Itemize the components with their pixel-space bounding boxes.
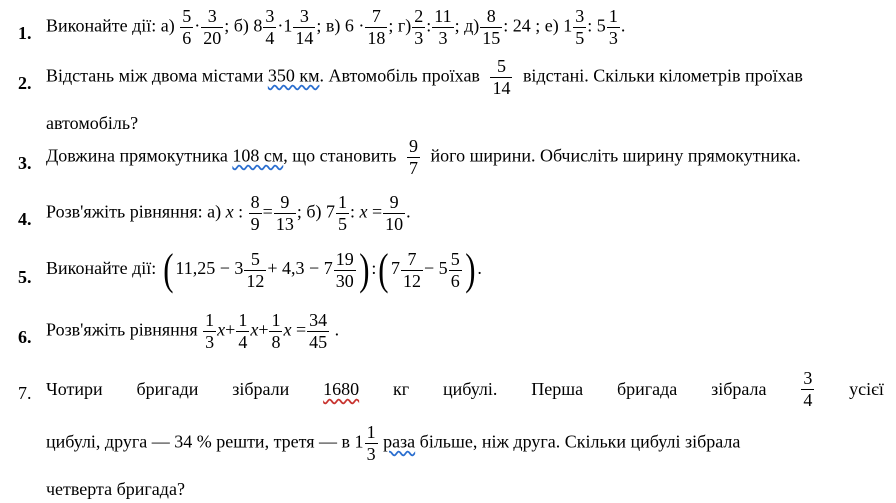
problem-number: 1. bbox=[18, 23, 32, 43]
text: : 24 ; е) 1 bbox=[503, 15, 573, 36]
fraction: $\frac{9}{7}$ bbox=[409, 136, 418, 178]
text: Довжина прямокутника bbox=[46, 145, 228, 166]
fraction: $\frac{7}{12}$ bbox=[403, 248, 422, 291]
text: четверта бригада? bbox=[46, 479, 185, 499]
text: Виконайте дії: а) bbox=[46, 15, 175, 36]
fraction: $\frac{8}{15}$ bbox=[482, 6, 501, 48]
fraction: $\frac{2}{3}$ bbox=[414, 6, 424, 48]
fraction: $\frac{19}{30}$ bbox=[335, 248, 354, 291]
fraction: $\frac{5}{6}$ bbox=[450, 248, 460, 291]
fraction: $\frac{3}{4}$ bbox=[265, 6, 275, 48]
text: ; д) bbox=[454, 15, 480, 36]
text: ; г) bbox=[388, 15, 412, 36]
fraction: $\frac{3}{14}$ bbox=[295, 6, 314, 48]
text: автомобіль? bbox=[46, 113, 139, 133]
fraction: $\frac{5}{14}$ bbox=[492, 56, 511, 98]
fraction: $\frac{1}{3}$ bbox=[608, 6, 618, 48]
fraction: $\frac{34}{45}$ bbox=[309, 310, 328, 352]
text: відстані. Скільки кілометрів проїхав bbox=[522, 65, 803, 86]
fraction: $\frac{8}{9}$ bbox=[250, 192, 260, 234]
text: його ширини. Обчисліть ширину прямокутника. bbox=[430, 145, 801, 166]
text: ; в) 6 · bbox=[316, 15, 365, 36]
text: , що становить bbox=[283, 145, 397, 166]
problem-number: 5. bbox=[18, 267, 32, 287]
fraction: $\frac{11}{3}$ bbox=[434, 6, 452, 48]
text: Розв'яжіть рівняння: а) bbox=[46, 201, 222, 222]
distance-value: 350 км bbox=[267, 65, 320, 86]
text: Відстань між двома містами bbox=[46, 65, 264, 86]
fraction: $\frac{3}{20}$ bbox=[203, 6, 222, 48]
problem-number: 3. bbox=[18, 153, 32, 173]
fraction: $\frac{5}{6}$ bbox=[182, 6, 192, 48]
text: ; б) 7 bbox=[296, 201, 335, 222]
problem-number: 4. bbox=[18, 209, 32, 229]
fraction: $\frac{1}{3}$ bbox=[366, 422, 376, 464]
text: . Автомобіль проїхав bbox=[319, 65, 480, 86]
fraction: $\frac{1}{8}$ bbox=[271, 310, 281, 352]
problem-number: 7. bbox=[18, 383, 32, 403]
fraction: $\frac{5}{12}$ bbox=[246, 248, 265, 291]
fraction: $\frac{9}{10}$ bbox=[385, 192, 404, 234]
fraction: 3 4 bbox=[803, 368, 813, 410]
text: ; б) 8 bbox=[224, 15, 263, 36]
length-value: 108 см bbox=[232, 145, 284, 166]
fraction: $\frac{1}{4}$ bbox=[238, 310, 248, 352]
text: Виконайте дії: bbox=[46, 258, 157, 279]
fraction: $\frac{3}{5}$ bbox=[575, 6, 585, 48]
fraction: $\frac{1}{5}$ bbox=[337, 192, 347, 234]
problem-number: 2. bbox=[18, 73, 32, 93]
text: Розв'яжіть рівняння bbox=[46, 319, 198, 340]
problem-number: 6. bbox=[18, 327, 32, 347]
text: : 5 bbox=[587, 15, 606, 36]
fraction: $\frac{9}{13}$ bbox=[275, 192, 294, 234]
fraction: $\frac{1}{3}$ bbox=[205, 310, 215, 352]
fraction: $\frac{7}{18}$ bbox=[367, 6, 386, 48]
